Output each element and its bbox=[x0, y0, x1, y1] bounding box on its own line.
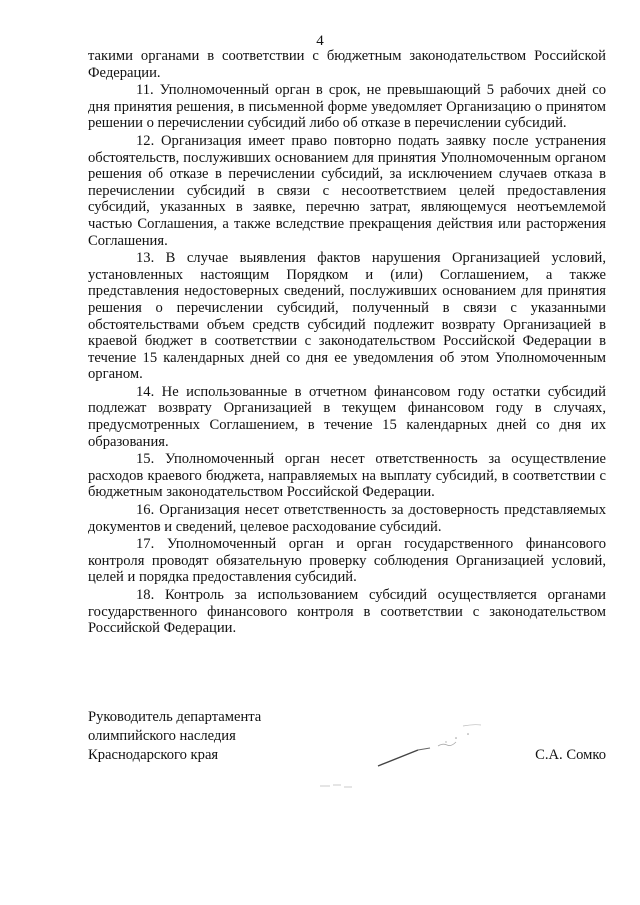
paragraph-14: 14. Не использованные в отчетном финансовом году остатки субсидий подлежат возврату Организацией в текущем финансовом году в случаях, предусмотренных Соглашением, в течение 15 календарных дней со дня их образования. bbox=[88, 383, 606, 450]
signatory-title-line2: олимпийского наследия bbox=[88, 728, 236, 744]
paragraph-18: 18. Контроль за использованием субсидий осуществляется органами государственного финансового контроля в соответствии с законодательством Российской Федерации. bbox=[88, 587, 606, 637]
paragraph-15: 15. Уполномоченный орган несет ответственность за осуществление расходов краевого бюджета, направляемых на выплату субсидий, в соответствии с бюджетным законодательством Российской Федерации. bbox=[88, 451, 606, 501]
paragraph-16: 16. Организация несет ответственность за достоверность представляемых документов и сведений, целевое расходование субсидий. bbox=[88, 502, 606, 535]
faint-stamp-mark-icon bbox=[318, 778, 358, 792]
document-body bbox=[88, 48, 606, 637]
paragraph-17: 17. Уполномоченный орган и орган государственного финансового контроля проводят обязательную проверку соблюдения Организацией условий, целей и порядка предоставления субсидий. bbox=[88, 536, 606, 586]
paragraph-12: 12. Организация имеет право повторно подать заявку после устранения обстоятельств, послуживших основанием для принятия Уполномоченным органом решения об отказе в перечислении субсидий, за исключением случаев отказа в перечислении субсидий в связи с несоответствием целей предоставления субсидий, указанных в заявке, перечню затрат, являющемуся неотъемлемой частью Соглашения, а также вследствие прекращения действия или расторжения Соглашения. bbox=[88, 132, 606, 249]
signatory-title-line1: Руководитель департамента bbox=[88, 709, 262, 725]
paragraph-13: 13. В случае выявления фактов нарушения Организацией условий, установленных настоящим Порядком и (или) Соглашением, а также представления недостоверных сведений, послуживших основанием для принятия решения о перечислении субсидий, полученный в связи с указанными обстоятельствами объем средств субсидий подлежит возврату Организацией в краевой бюджет в соответствии с законодательством Российской Федерации в течение 15 календарных дней со дня ее уведомления об этом Уполномоченным органом. bbox=[88, 250, 606, 383]
page-number: 4 bbox=[316, 33, 324, 49]
signature-block bbox=[88, 708, 606, 765]
signatory-title-line3: Краснодарского края bbox=[88, 747, 219, 763]
paragraph-continuation: такими органами в соответствии с бюджетным законодательством Российской Федерации. bbox=[88, 48, 606, 81]
paragraph-11: 11. Уполномоченный орган в срок, не превышающий 5 рабочих дней со дня принятия решения, в письменной форме уведомляет Организацию о принятом решении о перечислении субсидий либо об отказе в перечислении субсидий. bbox=[88, 82, 606, 132]
handwritten-signature-icon bbox=[358, 718, 508, 778]
signatory-name: С.А. Сомко bbox=[535, 747, 606, 763]
